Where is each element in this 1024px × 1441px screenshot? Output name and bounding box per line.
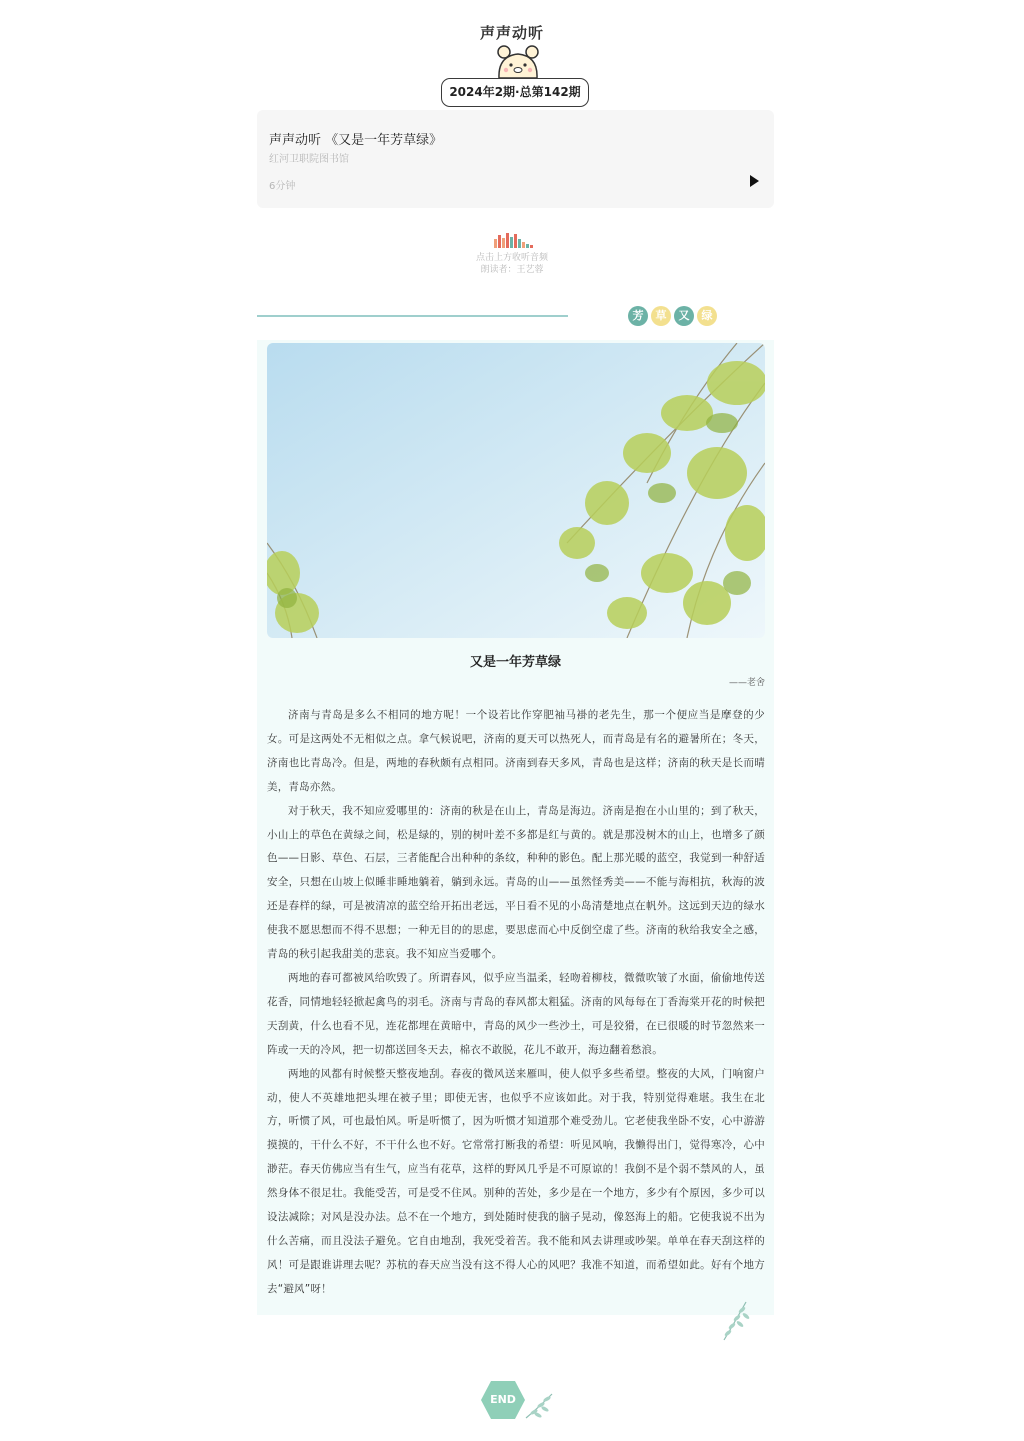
article-paragraph: 济南与青岛是多么不相同的地方呢！一个设若比作穿肥袖马褂的老先生，那一个便应当是摩登的少女。可是这两处不无相似之点。拿气候说吧，济南的夏天可以热死人，而青岛是有名的避暑所在；冬天，济南也比青岛冷。但是，两地的春秋颇有点相同。济南到春天多风，青岛也是这样；济南的秋天是长而晴美，青岛亦然。 [267,709,765,793]
audio-equalizer-icon [494,233,536,248]
leaf-decoration-icon [718,1300,754,1344]
article-paragraph: 两地的春可都被风给吹毁了。所谓春风，似乎应当温柔，轻吻着柳枝，微微吹皱了水面，偷偷地传送花香，同情地轻轻掀起禽鸟的羽毛。济南与青岛的春风都太粗猛。济南的风每每在丁香海棠开花的时候把天刮黄，什么也看不见，连花都埋在黄暗中，青岛的风少一些沙土，可是狡猾，在已很暖的时节忽然来一阵或一天的冷风，把一切都送回冬天去，棉衣不敢脱，花儿不敢开，海边翻着愁浪。 [267,971,765,1056]
play-icon[interactable] [747,174,761,188]
article-body [267,704,765,1302]
section-tag-4: 绿 [697,306,717,326]
end-leaf-sprig-icon [524,1390,556,1420]
article-title: 又是一年芳草绿 [469,655,561,670]
audio-source: 红河卫职院图书馆 [269,154,349,165]
section-tag-2: 草 [651,306,671,326]
end-label: END [490,1393,516,1406]
audio-hint: 点击上方收听音频 [475,253,548,263]
hero-image-willow-sky [267,343,765,638]
section-tag-3: 又 [674,306,694,326]
bear-mascot-icon [494,44,542,82]
column-title: 声声动听 [479,24,544,42]
issue-badge: 2024年2期·总第142期 [441,78,589,107]
article-paragraph: 对于秋天，我不知应爱哪里的：济南的秋是在山上，青岛是海边。济南是抱在小山里的；到了秋天，小山上的草色在黄绿之间，松是绿的，别的树叶差不多都是红与黄的。就是那没树木的山上，也增多了颜色——日影、草色、石层，三者能配合出种种的条纹，种种的影色。配上那光暖的蓝空，我觉到一种舒适安全，只想在山坡上似睡非睡地躺着，躺到永远。青岛的山——虽然怪秀美——不能与海相抗，秋海的波还是春样的绿，可是被清凉的蓝空给开拓出老远，平日看不见的小岛清楚地点在帆外。这远到天边的绿水使我不愿思想而不得不思想；一种无目的的思虑，要思虑而心中反倒空虚了些。济南的秋给我安全之感，青岛的秋引起我甜美的悲哀。我不知应当爱哪个。 [267,804,765,961]
narrator-credit: 朗读者：王艺蓉 [480,265,544,275]
audio-title: 声声动听 《又是一年芳草绿》 [269,133,443,148]
audio-duration: 6分钟 [269,181,296,192]
section-tag-1: 芳 [628,306,648,326]
article-paragraph: 两地的风都有时候整天整夜地刮。春夜的微风送来雁叫，使人似乎多些希望。整夜的大风，门响窗户动，使人不英雄地把头埋在被子里；即使无害，也似乎不应该如此。对于我，特别觉得难堪。我生在北方，听惯了风，可也最怕风。听是听惯了，因为听惯才知道那个难受劲儿。它老使我坐卧不安，心中游游摸摸的，干什么不好，不干什么也不好。它常常打断我的希望：听见风响，我懒得出门，觉得寒冷，心中渺茫。春天仿佛应当有生气，应当有花草，这样的野风几乎是不可原谅的！我倒不是个弱不禁风的人，虽然身体不很足壮。我能受苦，可是受不住风。别种的苦处，多少是在一个地方，多少有个原因，多少可以设法减除；对风是没办法。总不在一个地方，到处随时使我的脑子晃动，像怒海上的船。它使我说不出为什么苦痛，而且没法子避免。它自由地刮，我死受着苦。我不能和风去讲理或吵架。单单在春天刮这样的风！可是跟谁讲理去呢？苏杭的春天应当没有这不得人心的风吧？我准不知道，而希望如此。好有个地方去“避风”呀！ [267,1067,765,1295]
section-divider [257,315,568,317]
article-author: ——老舍 [728,678,765,688]
audio-player-card[interactable] [257,110,774,208]
